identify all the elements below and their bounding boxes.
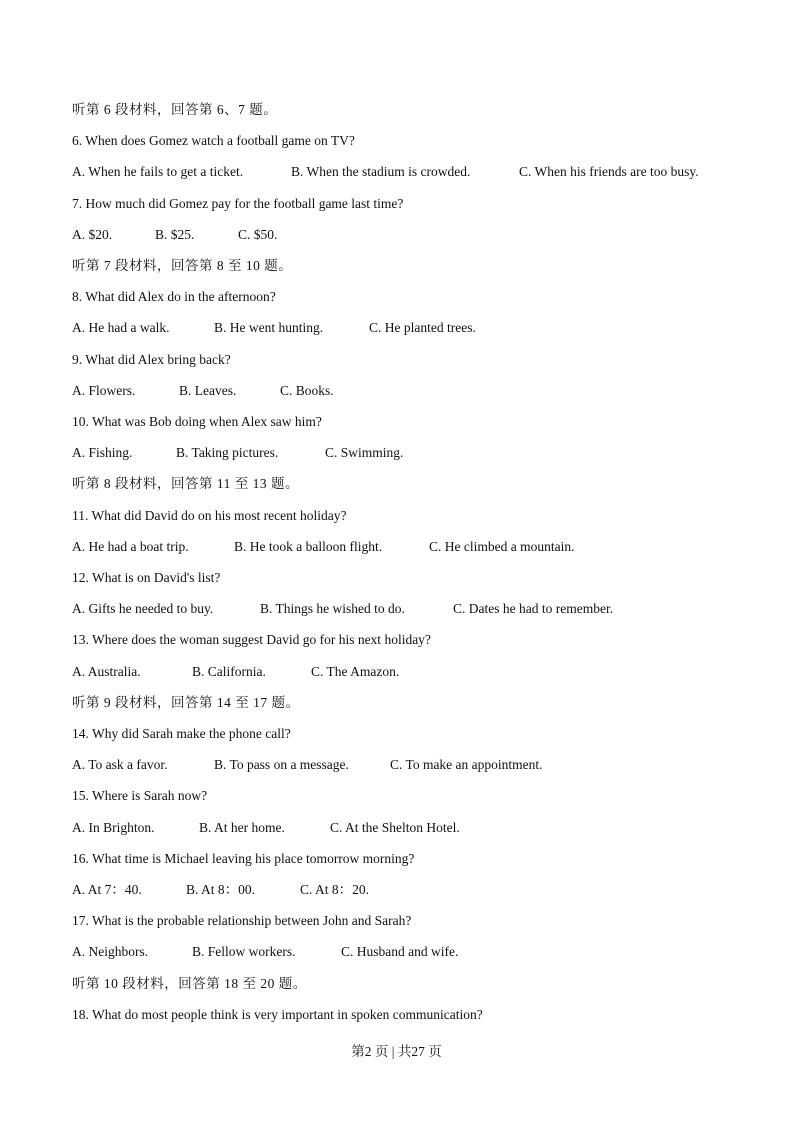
section-heading: 听第 9 段材料，回答第 14 至 17 题。: [72, 694, 300, 710]
question-text: 13. Where does the woman suggest David go for his next holiday?: [72, 632, 431, 648]
question-text: 6. When does Gomez watch a football game on TV?: [72, 133, 355, 149]
question-text: 10. What was Bob doing when Alex saw him?: [72, 414, 322, 429]
answer-option: A. Gifts he needed to buy.: [72, 601, 214, 617]
answer-option: B. Fellow workers.: [192, 944, 296, 960]
section-heading: 听第 10 段材料，回答第 18 至 20 题。: [72, 975, 307, 991]
question-text: 11. What did David do on his most recent holiday?: [72, 507, 347, 523]
answer-option: C. Swimming.: [325, 445, 404, 461]
answer-option: B. $25.: [155, 226, 195, 242]
question-text: 9. What did Alex bring back?: [72, 351, 231, 367]
question-text: 18. What do most people think is very important in spoken communication?: [72, 1006, 483, 1022]
answer-option: C. The Amazon.: [311, 663, 400, 679]
question-text: 7. How much did Gomez pay for the football game last time?: [72, 195, 404, 211]
answer-option: A. Neighbors.: [72, 944, 149, 960]
answer-option: C. Husband and wife.: [341, 944, 459, 960]
section-heading: 听第 6 段材料，回答第 6、7 题。: [72, 102, 278, 117]
answer-option: A. Fishing.: [72, 445, 133, 461]
answer-option: A. To ask a favor.: [72, 757, 168, 773]
answer-option: C. He climbed a mountain.: [429, 538, 575, 554]
question-text: 8. What did Alex do in the afternoon?: [72, 289, 276, 305]
answer-option: C. Dates he had to remember.: [453, 601, 614, 617]
question-text: 15. Where is Sarah now?: [72, 788, 208, 804]
page-footer: 第2 页 | 共27 页: [351, 1044, 442, 1059]
answer-option: A. Australia.: [72, 663, 141, 679]
answer-option: A. He had a walk.: [72, 320, 170, 336]
answer-option: B. Leaves.: [179, 382, 237, 398]
answer-option: A. $20.: [72, 226, 113, 242]
answer-option: B. He went hunting.: [214, 320, 324, 336]
answer-option: C. When his friends are too busy.: [519, 164, 699, 180]
answer-option: A. He had a boat trip.: [72, 538, 189, 554]
section-heading: 听第 8 段材料，回答第 11 至 13 题。: [72, 476, 299, 492]
answer-option: C. Books.: [280, 382, 334, 398]
answer-option: A. At 7：40.: [72, 882, 142, 897]
question-text: 16. What time is Michael leaving his place tomorrow morning?: [72, 850, 415, 866]
answer-option: C. $50.: [238, 226, 278, 242]
answer-option: C. At 8：20.: [300, 882, 370, 897]
answer-option: B. California.: [192, 663, 266, 679]
question-text: 17. What is the probable relationship between John and Sarah?: [72, 913, 412, 929]
answer-option: B. Things he wished to do.: [260, 601, 405, 617]
answer-option: B. When the stadium is crowded.: [291, 164, 471, 180]
answer-option: A. Flowers.: [72, 382, 136, 398]
answer-option: C. He planted trees.: [369, 320, 476, 336]
question-text: 14. Why did Sarah make the phone call?: [72, 726, 291, 741]
answer-option: B. He took a balloon flight.: [234, 538, 383, 554]
answer-option: C. At the Shelton Hotel.: [330, 819, 460, 835]
answer-option: B. To pass on a message.: [214, 757, 349, 773]
answer-option: B. Taking pictures.: [176, 445, 279, 461]
question-text: 12. What is on David's list?: [72, 570, 221, 585]
answer-option: A. In Brighton.: [72, 819, 155, 835]
answer-option: A. When he fails to get a ticket.: [72, 164, 244, 180]
answer-option: B. At her home.: [199, 819, 285, 835]
answer-option: B. At 8：00.: [186, 882, 256, 897]
section-heading: 听第 7 段材料，回答第 8 至 10 题。: [72, 258, 293, 273]
answer-option: C. To make an appointment.: [390, 757, 543, 773]
